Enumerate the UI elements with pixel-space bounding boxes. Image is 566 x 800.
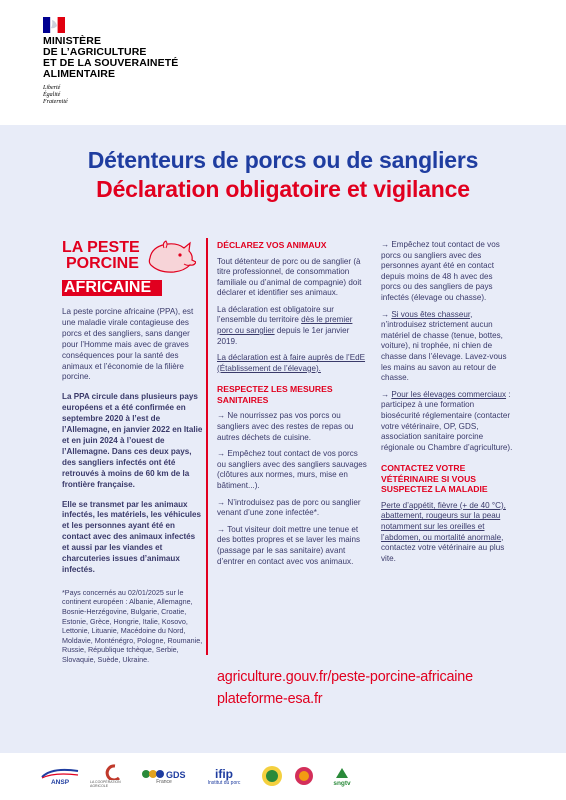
column-divider — [206, 238, 208, 655]
partner-logo-colored — [292, 763, 316, 789]
countries-footnote: *Pays concernés au 02/01/2025 sur le continent européen : Albanie, Allemagne, Bosnie-Herzégovine, Bulgarie, Croatie, Estonie, Grèce, Hongrie, Italie, Kosovo, Lettonie, Lituanie, Macédoine du Nord, Moldavie, Monténégro, Pologne, Roumanie, Russie, République tchèque, Serbie, Slovaquie, Suède, Ukraine. — [62, 587, 203, 664]
ministry-name: MINISTÈRE DE L’AGRICULTURE ET DE LA SOUVERAINETÉ ALIMENTAIRE — [43, 35, 179, 80]
partner-logo-gds: GDS France — [140, 763, 188, 789]
transmission-paragraph: Elle se transmet par les animaux infectés, les matériels, les véhicules et les personnes ayant été en contact avec des animaux infectés et aussi par les viandes et charcuteries issues d’animaux infectés. — [62, 499, 202, 574]
marianne-logo-icon — [43, 17, 65, 33]
sanitary-heading: RESPECTEZ LES MESURES SANITAIRES — [217, 384, 333, 405]
ansp-logo-icon — [40, 767, 80, 779]
partner-logo-ifip: ifip Institut du porc — [207, 766, 241, 786]
svg-text:GDS: GDS — [166, 770, 186, 780]
spread-paragraph: La PPA circule dans plusieurs pays européens et a été confirmée en septembre 2020 à l’est de l’Allemagne, en janvier 2022 en Italie et en juin 2024 à l’ouest de l’Allemagne. Dans ces deux pays, des sangliers infectés ont été retrouvés à moins de 60 km de la frontière française. — [62, 392, 203, 489]
esa-logo-icon — [261, 765, 283, 787]
logo-line-1: LA PESTE — [62, 239, 140, 256]
logo-band: AFRICAINE — [62, 280, 162, 296]
logo-line-2: PORCINE — [66, 255, 139, 272]
left-column — [62, 240, 204, 665]
bullet-infected-zone: → N’introduisez pas de porc ou sanglier venant d’une zone infectée*. — [217, 497, 361, 518]
bullet-wild-boar-contact: → Empêchez tout contact de vos porcs ou sangliers avec des sangliers sauvages (clôtures aux normes, murs, mise en bâtiment...). — [217, 449, 367, 490]
ede-paragraph: La déclaration est à faire auprès de l’EdE (Établissement de l’élevage). — [217, 353, 366, 373]
boar-head-icon — [144, 240, 196, 274]
main-panel — [0, 125, 566, 753]
right-column — [381, 240, 513, 564]
partner-logo-ansp: ANSP — [38, 763, 82, 789]
middle-column — [217, 240, 367, 567]
main-title: Détenteurs de porcs ou de sangliers — [87, 147, 479, 173]
partner-logo-esa — [258, 763, 286, 789]
bullet-commercial-farms: → Pour les élevages commerciaux : participez à une formation biosécurité réglementaire (contacter votre vétérinaire, OP, GDS, association sanitaire porcine régionale ou Chambre d’agriculture). — [381, 389, 513, 452]
republic-motto: Liberté Égalité Fraternité — [43, 85, 68, 105]
cooperation-logo-icon — [101, 764, 123, 780]
main-subtitle: Déclaration obligatoire et vigilance — [96, 176, 470, 202]
partner-logo-sngtv: sngtv — [322, 763, 362, 789]
partners-footer — [0, 753, 566, 800]
bullet-food-waste: → Ne nourrissez pas vos porcs ou sangliers avec des restes de repas ou autres déchets de cuisine. — [217, 411, 354, 442]
agriculture-link[interactable]: agriculture.gouv.fr/peste-porcine-africaine — [217, 669, 473, 685]
bullet-hunters: → Si vous êtes chasseur, n’introduisez strictement aucun matériel de chasse (tenue, bottes, voiture), ni trophée, ni chien de chasse dans l’élevage. Lavez-vous les mains au savon au retour de chasse. — [381, 309, 507, 383]
declare-paragraph: Tout détenteur de porc ou de sanglier (à titre professionnel, de consommation familiale ou d’animal de compagnie) doit déclarer et identifier ses animaux. — [217, 256, 362, 298]
partner-circle-icon — [294, 766, 314, 786]
declare-heading: DÉCLAREZ VOS ANIMAUX — [217, 240, 327, 250]
obligation-paragraph: La déclaration est obligatoire sur l’ensemble du territoire dès le premier porc ou sanglier depuis le 1er janvier 2019. — [217, 304, 353, 346]
page-header — [0, 0, 566, 125]
intro-paragraph: La peste porcine africaine (PPA), est une maladie virale contagieuse des porcs et des sangliers, sans danger pour l’Homme mais avec de graves conséquences pour la santé des animaux et l’économie de la filière porcine. — [62, 307, 194, 382]
symptoms-paragraph: Perte d’appétit, fièvre (+ de 40 °C), abattement, rougeurs sur la peau notamment sur les oreilles et l’abdomen, ou mortalité anormale, contactez votre vétérinaire au plus vite. — [381, 500, 506, 563]
esa-platform-link[interactable]: plateforme-esa.fr — [217, 691, 323, 707]
bullet-people-contact: → Empêchez tout contact de vos porcs ou sangliers avec des personnes ayant été en contact depuis moins de 48 h avec des porcs ou des sangliers de pays infectés (élevage ou chasse). — [381, 240, 500, 302]
ppa-logo — [62, 240, 204, 298]
bullet-visitors: → Tout visiteur doit mettre une tenue et des bottes propres et se laver les mains (passage par le sas sanitaire) avant d’entrer en contact avec vos animaux. — [217, 524, 361, 566]
sngtv-logo-icon — [334, 766, 350, 780]
vet-heading: CONTACTEZ VOTRE VÉTÉRINAIRE SI VOUS SUSPECTEZ LA MALADIE — [381, 463, 488, 495]
partner-logo-cooperation: LA COOPÉRATION AGRICOLE — [90, 763, 134, 789]
